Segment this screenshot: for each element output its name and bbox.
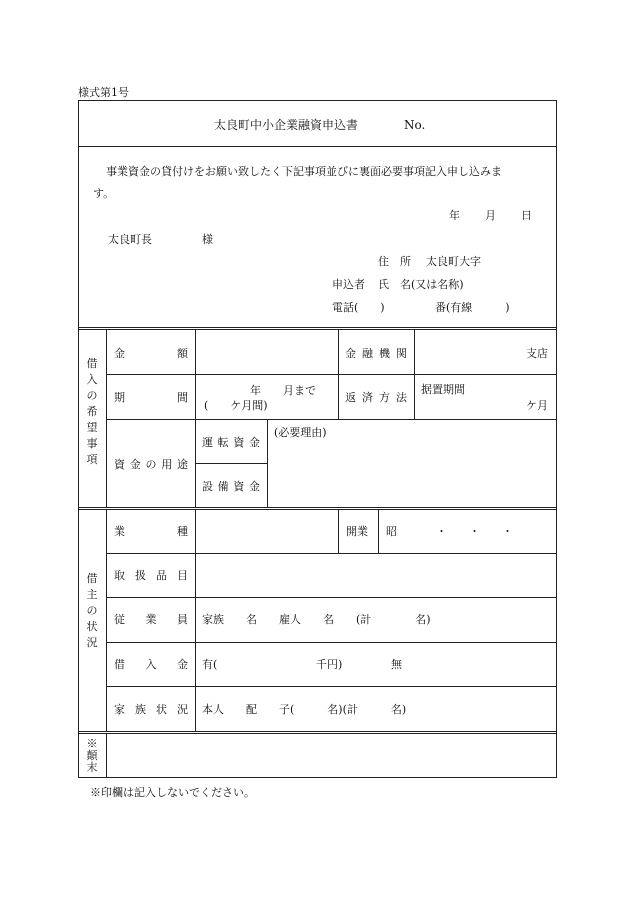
label-char: 間 [177, 391, 188, 404]
label-char: 品 [156, 569, 167, 582]
name-label: 氏 名(又は名称) [378, 278, 464, 291]
label-char: 設 [202, 480, 213, 493]
section2-heading: 借主の状況 [86, 572, 98, 649]
employees-value: 家族 名 雇人 名 (計 名) [202, 613, 431, 626]
form-frame [78, 100, 557, 778]
divider-stamp-top [78, 731, 557, 734]
repayment-label [345, 392, 407, 403]
reason-label: (必要理由) [274, 426, 327, 439]
date-month-label: 月 [485, 209, 496, 222]
period-until: 年 月まで [250, 384, 316, 397]
label-char: 族 [135, 703, 146, 716]
address-label: 住 所 [378, 255, 411, 268]
label-char: 業 [145, 613, 157, 626]
label-char: 機 [379, 347, 390, 360]
products-label [114, 570, 188, 581]
label-char: 金 [114, 347, 125, 360]
label-char: 取 [114, 569, 125, 582]
amount-label [114, 348, 188, 359]
intro-text-line2: す。 [93, 187, 115, 200]
loans-none: 無 [391, 658, 402, 671]
family-value: 本人 配 子( 名)(計 名) [202, 703, 407, 716]
opening-label: 開業 [346, 525, 368, 538]
repayment-label-text [345, 392, 407, 403]
industry-label-text [114, 526, 188, 537]
intro-text-line1: 事業資金の貸付けをお願い致したく下記事項並びに裏面必要事項記入申し込みま [106, 165, 502, 178]
family-label [114, 704, 188, 715]
loans-has: 有( [202, 658, 218, 671]
products-label-text [114, 570, 188, 581]
label-char: 方 [379, 391, 390, 404]
label-char: 金 [345, 347, 356, 360]
loans-unit: 千円) [316, 658, 343, 671]
divider-section2-top [78, 507, 557, 510]
label-char: 入 [145, 658, 157, 671]
opening-era: 昭 [386, 525, 397, 538]
loans-label-text [114, 659, 188, 670]
date-year-label: 年 [449, 209, 460, 222]
working-capital-text [202, 437, 260, 448]
label-char: 況 [177, 703, 188, 716]
industry-label [114, 526, 188, 537]
address-value: 太良町大字 [426, 255, 481, 268]
period-label-text [114, 392, 188, 403]
form-no-label: No. [404, 118, 426, 132]
date-day-label: 日 [521, 209, 532, 222]
section1-heading: 借入の希望事項 [86, 357, 98, 466]
label-char: 扱 [135, 569, 146, 582]
label-char: 資 [114, 458, 125, 471]
label-char: 状 [156, 703, 167, 716]
label-char: 金 [248, 436, 260, 449]
label-char: 家 [114, 703, 125, 716]
equipment-capital-text [202, 481, 260, 492]
label-char: 途 [177, 458, 188, 471]
label-char: 業 [114, 525, 125, 538]
label-char: 済 [362, 391, 373, 404]
period-months: ( ケ月間) [204, 399, 268, 412]
institution-label [345, 348, 407, 359]
label-char: 金 [248, 480, 260, 493]
label-char: 借 [114, 658, 125, 671]
label-char: 従 [114, 613, 125, 626]
addressee: 太良町長 [108, 233, 152, 246]
label-char: 法 [396, 391, 407, 404]
label-char: 種 [177, 525, 188, 538]
institution-label-text [345, 348, 407, 359]
label-char: 用 [161, 458, 173, 471]
label-char: 金 [129, 458, 141, 471]
divider-header [78, 146, 557, 147]
label-char: の [145, 458, 157, 471]
footnote: ※印欄は記入しないでください。 [90, 786, 255, 799]
family-label-text [114, 704, 188, 715]
label-char: 運 [202, 436, 213, 449]
grace-unit: ケ月 [526, 399, 548, 412]
form-number: 様式第1号 [78, 86, 129, 99]
label-char: 資 [233, 436, 245, 449]
branch-suffix: 支店 [526, 347, 548, 360]
purpose-label [114, 459, 188, 470]
stamp-label: ※顛末 [86, 737, 98, 774]
grace-label: 据置期間 [421, 383, 465, 396]
label-char: 金 [177, 658, 188, 671]
divider-section1-top [78, 327, 557, 330]
addressee-suffix: 様 [202, 233, 213, 246]
label-char: 資 [233, 480, 245, 493]
employees-label-text [114, 614, 188, 625]
phone-label: 電話( ) [332, 301, 385, 314]
period-label [114, 392, 188, 403]
label-char: 転 [217, 436, 229, 449]
label-char: 備 [217, 480, 229, 493]
working-capital-label [202, 437, 260, 448]
form-title: 太良町中小企業融資申込書 [214, 118, 359, 132]
label-char: 返 [345, 391, 356, 404]
label-char: 額 [177, 347, 188, 360]
label-char: 目 [177, 569, 188, 582]
equipment-capital-label [202, 481, 260, 492]
label-char: 員 [177, 613, 188, 626]
loans-label [114, 659, 188, 670]
employees-label [114, 614, 188, 625]
amount-label-text [114, 348, 188, 359]
purpose-label-text [114, 459, 188, 470]
opening-date-dots: ・ ・ ・ [436, 525, 513, 538]
label-char: 期 [114, 391, 125, 404]
label-char: 融 [362, 347, 373, 360]
phone-ext-label: 番(有線 ) [435, 301, 510, 314]
applicant-label: 申込者 [332, 278, 365, 291]
label-char: 関 [396, 347, 407, 360]
